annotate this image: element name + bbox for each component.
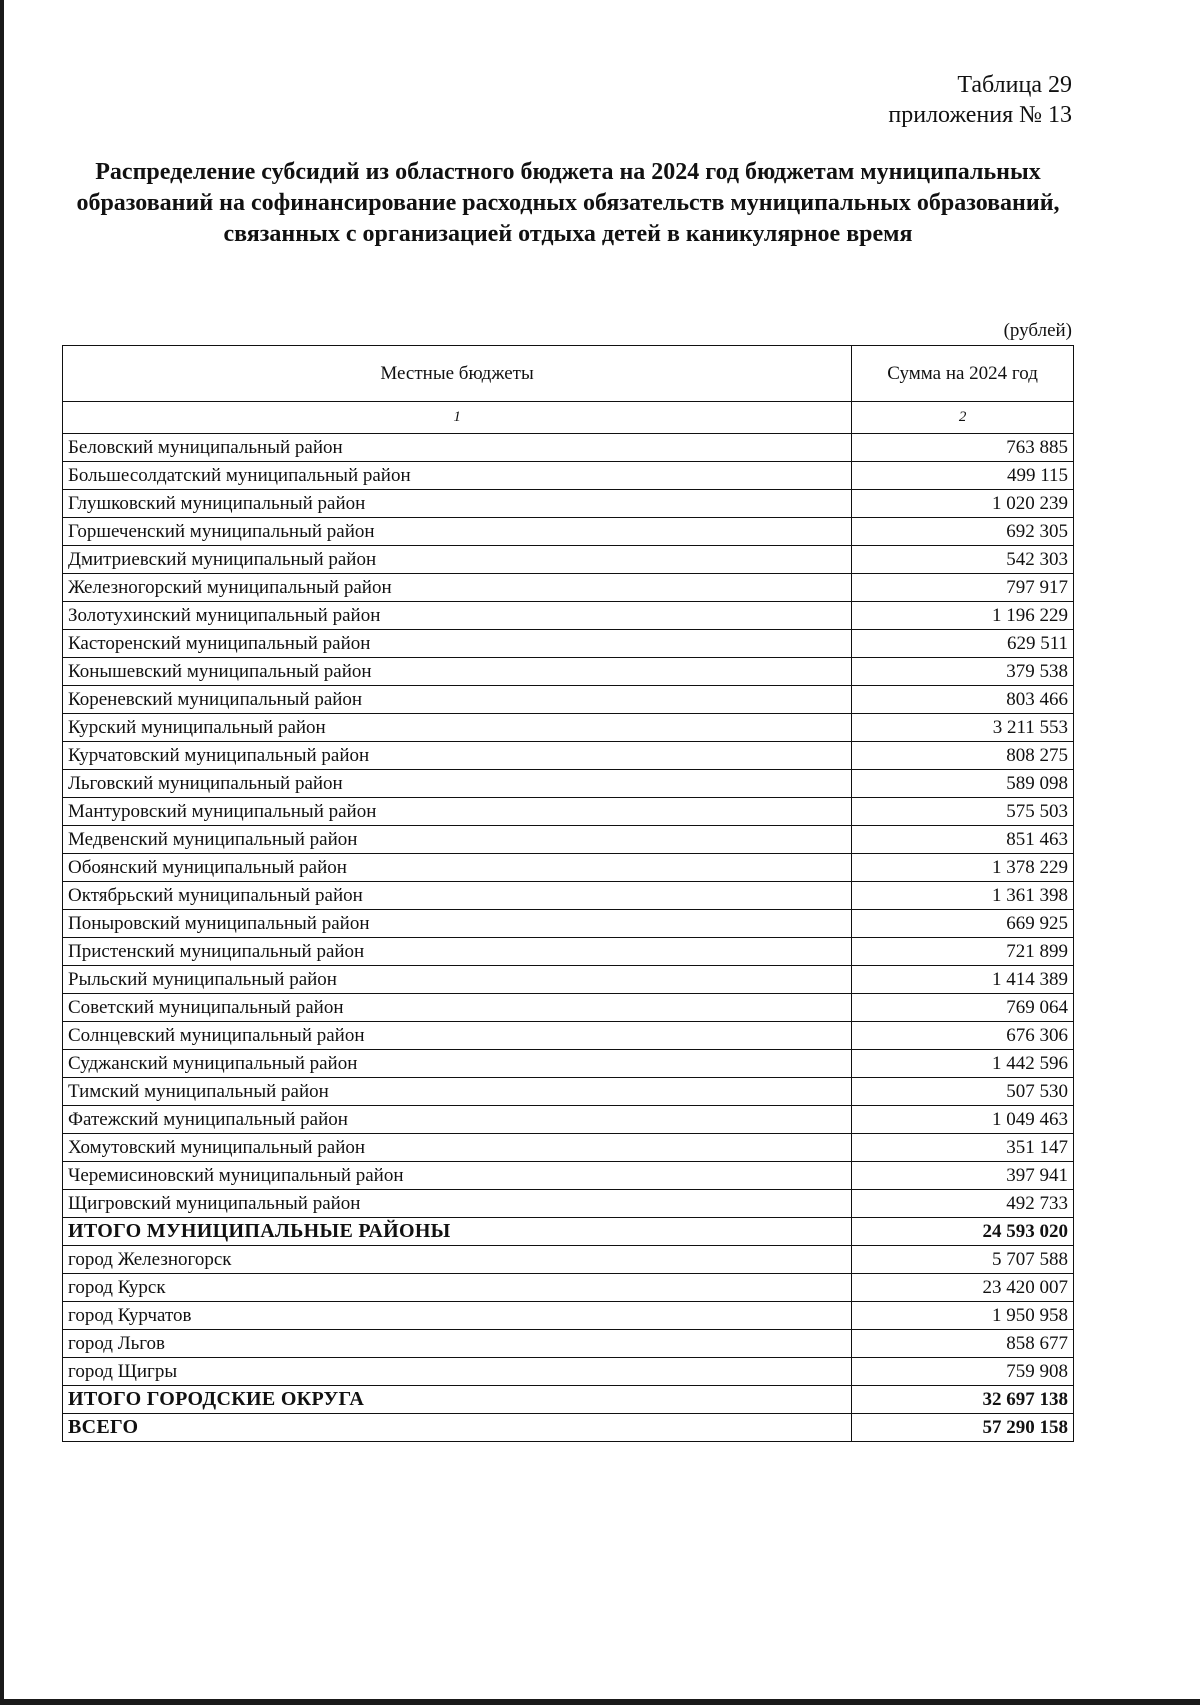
- budget-name-cell: Хомутовский муниципальный район: [63, 1134, 852, 1162]
- table-row: [63, 1274, 1074, 1302]
- table-row: [63, 602, 1074, 630]
- sum-cell: 851 463: [852, 826, 1074, 854]
- column-header-budgets: Местные бюджеты: [63, 346, 852, 402]
- sum-cell: 1 414 389: [852, 966, 1074, 994]
- budget-name-cell: Солнцевский муниципальный район: [63, 1022, 852, 1050]
- sum-cell: 1 950 958: [852, 1302, 1074, 1330]
- budget-name-cell: Обоянский муниципальный район: [63, 854, 852, 882]
- table-row: [63, 1022, 1074, 1050]
- table-row: [63, 1246, 1074, 1274]
- sum-cell: 542 303: [852, 546, 1074, 574]
- table-body: [63, 434, 1074, 1442]
- budget-name-cell: Черемисиновский муниципальный район: [63, 1162, 852, 1190]
- budget-name-cell: Мантуровский муниципальный район: [63, 798, 852, 826]
- table-row: [63, 1134, 1074, 1162]
- title-line: Распределение субсидий из областного бюджета на 2024 год бюджетам муниципальных: [95, 159, 1041, 185]
- sum-cell: 397 941: [852, 1162, 1074, 1190]
- budget-name-cell: Глушковский муниципальный район: [63, 490, 852, 518]
- total-row: [63, 1218, 1074, 1246]
- table-row: [63, 434, 1074, 462]
- table-row: [63, 1190, 1074, 1218]
- sum-cell: 676 306: [852, 1022, 1074, 1050]
- sum-cell: 351 147: [852, 1134, 1074, 1162]
- table-row: [63, 574, 1074, 602]
- budget-name-cell: ВСЕГО: [63, 1414, 852, 1442]
- sum-cell: 1 378 229: [852, 854, 1074, 882]
- table-number: Таблица 29: [957, 72, 1072, 98]
- budget-name-cell: Курский муниципальный район: [63, 714, 852, 742]
- budget-name-cell: Курчатовский муниципальный район: [63, 742, 852, 770]
- sum-cell: 24 593 020: [852, 1218, 1074, 1246]
- budget-name-cell: ИТОГО ГОРОДСКИЕ ОКРУГА: [63, 1386, 852, 1414]
- sum-cell: 721 899: [852, 938, 1074, 966]
- budget-name-cell: Суджанский муниципальный район: [63, 1050, 852, 1078]
- table-row: [63, 1358, 1074, 1386]
- budget-name-cell: Льговский муниципальный район: [63, 770, 852, 798]
- sum-cell: 499 115: [852, 462, 1074, 490]
- sum-cell: 379 538: [852, 658, 1074, 686]
- budget-name-cell: Большесолдатский муниципальный район: [63, 462, 852, 490]
- budget-name-cell: Железногорский муниципальный район: [63, 574, 852, 602]
- budget-name-cell: Щигровский муниципальный район: [63, 1190, 852, 1218]
- sum-cell: 669 925: [852, 910, 1074, 938]
- table-row: [63, 686, 1074, 714]
- budget-name-cell: город Льгов: [63, 1330, 852, 1358]
- budget-name-cell: Советский муниципальный район: [63, 994, 852, 1022]
- table-row: [63, 1302, 1074, 1330]
- sum-cell: 1 361 398: [852, 882, 1074, 910]
- sum-cell: 23 420 007: [852, 1274, 1074, 1302]
- sum-cell: 803 466: [852, 686, 1074, 714]
- budget-name-cell: Фатежский муниципальный район: [63, 1106, 852, 1134]
- budget-name-cell: Касторенский муниципальный район: [63, 630, 852, 658]
- table-row: [63, 658, 1074, 686]
- sum-cell: 1 049 463: [852, 1106, 1074, 1134]
- sum-cell: 629 511: [852, 630, 1074, 658]
- table-row: [63, 882, 1074, 910]
- budget-name-cell: город Щигры: [63, 1358, 852, 1386]
- table-row: [63, 742, 1074, 770]
- table-row: [63, 490, 1074, 518]
- table-row: [63, 1078, 1074, 1106]
- scan-edge-left: [0, 0, 4, 1705]
- sum-cell: 808 275: [852, 742, 1074, 770]
- budget-name-cell: Дмитриевский муниципальный район: [63, 546, 852, 574]
- table-row: [63, 1106, 1074, 1134]
- budget-name-cell: город Курчатов: [63, 1302, 852, 1330]
- scan-edge-bottom: [0, 1699, 1200, 1705]
- column-number-1: 1: [63, 402, 852, 434]
- budget-name-cell: Кореневский муниципальный район: [63, 686, 852, 714]
- table-row: [63, 518, 1074, 546]
- table-row: [63, 854, 1074, 882]
- budget-name-cell: Конышевский муниципальный район: [63, 658, 852, 686]
- table-row: [63, 714, 1074, 742]
- table-row: [63, 798, 1074, 826]
- title-line: образований на софинансирование расходных обязательств муниципальных образований,: [76, 190, 1060, 216]
- table-row: [63, 770, 1074, 798]
- table-row: [63, 630, 1074, 658]
- sum-cell: 759 908: [852, 1358, 1074, 1386]
- sum-cell: 492 733: [852, 1190, 1074, 1218]
- sum-cell: 769 064: [852, 994, 1074, 1022]
- units-label: (рублей): [1003, 320, 1072, 341]
- column-number-2: 2: [852, 402, 1074, 434]
- sum-cell: 57 290 158: [852, 1414, 1074, 1442]
- sum-cell: 32 697 138: [852, 1386, 1074, 1414]
- sum-cell: 1 196 229: [852, 602, 1074, 630]
- table-row: [63, 966, 1074, 994]
- table-row: [63, 938, 1074, 966]
- budget-name-cell: Рыльский муниципальный район: [63, 966, 852, 994]
- sum-cell: 5 707 588: [852, 1246, 1074, 1274]
- sum-cell: 1 442 596: [852, 1050, 1074, 1078]
- budget-name-cell: город Железногорск: [63, 1246, 852, 1274]
- sum-cell: 797 917: [852, 574, 1074, 602]
- table-row: [63, 910, 1074, 938]
- total-row: [63, 1386, 1074, 1414]
- column-header-sum: Сумма на 2024 год: [852, 346, 1074, 402]
- sum-cell: 763 885: [852, 434, 1074, 462]
- sum-cell: 575 503: [852, 798, 1074, 826]
- table-row: [63, 462, 1074, 490]
- table-row: [63, 546, 1074, 574]
- table-row: [63, 1330, 1074, 1358]
- budget-name-cell: Пристенский муниципальный район: [63, 938, 852, 966]
- table-row: [63, 994, 1074, 1022]
- budget-name-cell: Горшеченский муниципальный район: [63, 518, 852, 546]
- total-row: [63, 1414, 1074, 1442]
- sum-cell: 858 677: [852, 1330, 1074, 1358]
- sum-cell: 692 305: [852, 518, 1074, 546]
- budget-name-cell: Октябрьский муниципальный район: [63, 882, 852, 910]
- table-header-row: [63, 346, 1074, 402]
- sum-cell: 507 530: [852, 1078, 1074, 1106]
- table-reference: [888, 70, 1072, 130]
- sum-cell: 589 098: [852, 770, 1074, 798]
- title-line: связанных с организацией отдыха детей в каникулярное время: [223, 221, 913, 247]
- budget-name-cell: ИТОГО МУНИЦИПАЛЬНЫЕ РАЙОНЫ: [63, 1218, 852, 1246]
- budget-name-cell: Поныровский муниципальный район: [63, 910, 852, 938]
- sum-cell: 3 211 553: [852, 714, 1074, 742]
- budget-name-cell: Медвенский муниципальный район: [63, 826, 852, 854]
- subsidy-table: [62, 345, 1074, 1442]
- appendix-number: приложения № 13: [888, 102, 1072, 128]
- column-number-row: [63, 402, 1074, 434]
- budget-name-cell: город Курск: [63, 1274, 852, 1302]
- document-title: [64, 157, 1072, 250]
- budget-name-cell: Золотухинский муниципальный район: [63, 602, 852, 630]
- budget-name-cell: Беловский муниципальный район: [63, 434, 852, 462]
- sum-cell: 1 020 239: [852, 490, 1074, 518]
- table-row: [63, 1162, 1074, 1190]
- table-row: [63, 1050, 1074, 1078]
- budget-name-cell: Тимский муниципальный район: [63, 1078, 852, 1106]
- table-row: [63, 826, 1074, 854]
